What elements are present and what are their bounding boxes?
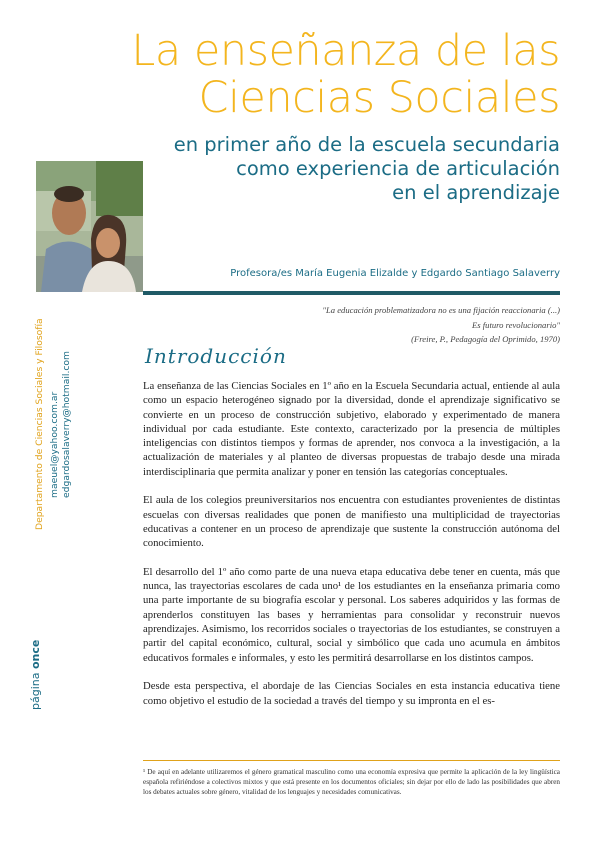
sidebar-department: Departamento de Ciencias Sociales y Filosofía (34, 318, 45, 530)
subtitle-line-1: en primer año de la escuela secundaria (173, 133, 560, 156)
page-number-word: once (29, 639, 42, 670)
sidebar-email-1[interactable]: maeuel@yahoo.com.ar (49, 391, 60, 498)
quote-citation: (Freire, P., Pedagogía del Oprimido, 1970) (411, 334, 560, 344)
quote-line-1: "La educación problematizadora no es una fijación reaccionaria (...) (322, 305, 560, 315)
epigraph-quote (200, 303, 560, 347)
section-heading: Introducción (145, 344, 287, 368)
paragraph-4: Desde esta perspectiva, el abordaje de las Ciencias Sociales en esta instancia educativa tiene como objetivo el estudio de la sociedad a través del tiempo y su impronta en el es- (143, 680, 560, 707)
page-label: página (29, 672, 42, 710)
paragraph-1: La enseñanza de las Ciencias Sociales en 1º año en la Escuela Secundaria actual, entiende al aula como un espacio heterogéneo signado por la diversidad, donde el aprendizaje significativo se convierte en un proceso de construcción subjetivo, elaborado y experimentado de manera individual por cada estudiante. Este contexto, caracterizado por la presencia de múltiples inteligencias con distintos tiempos y formas de aprender, nos convoca a la investigación, a la actualización de materiales y al planteo de diversas propuestas de trabajo desde una mirada interdisciplinaria que permita analizar y poner en tensión las categorías conceptuales. (143, 380, 560, 478)
header-divider (143, 291, 560, 295)
article-subtitle (150, 133, 560, 205)
paragraph-2: El aula de los colegios preuniversitarios nos encuentra con estudiantes provenientes de distintas escuelas con diversas realidades que ponen de manifiesto una multiplicidad de trayectorias educativas a contener en un proceso de aprendizaje que sustente la construcción autónoma del conocimiento. (143, 494, 560, 550)
page-number (29, 640, 42, 710)
footnote: ¹ De aquí en adelante utilizaremos el género gramatical masculino como una economía expresiva que permite la aplicación de la ley lingüística española refiriéndose a colectivos mixtos y que está presente en los documentos oficiales; sin dejar por ello de lado las posibilidades que abren los debates actuales sobre género, vitalidad de los lenguajes y necesidades comunicativas. (143, 768, 560, 796)
authors-line: Profesora/es María Eugenia Elizalde y Edgardo Santiago Salaverry (230, 268, 560, 279)
sidebar-email-2[interactable]: edgardosalaverry@hotmail.com (61, 351, 72, 498)
subtitle-line-2: como experiencia de articulación (236, 157, 560, 180)
authors-photo (36, 161, 143, 292)
quote-line-2: Es futuro revolucionario" (472, 319, 560, 330)
title-line-1: La enseñanza de las (131, 26, 560, 76)
subtitle-line-3: en el aprendizaje (392, 181, 560, 204)
title-line-2: Ciencias Sociales (198, 73, 560, 123)
paragraph-3: El desarrollo del 1º año como parte de una nueva etapa educativa debe tener en cuenta, más que nunca, las trayectorias escolares de cada uno¹ de los estudiantes en la enseñanza primaria como una parte importante de su biografía escolar y personal. Los saberes adquiridos y las formas de aprenderlos constituyen las bases y herramientas para consolidar y reconstruir nuevos aprendizajes. Asimismo, los recorridos sociales o trayectorias de los estudiantes, se construyen a partir del capital económico, cultural, social y simbólico que cada uno acumula en ámbitos educativos formales e informales, y esto les permitirá desarrollarse en los distintos campos. (143, 565, 560, 664)
footnote-divider (143, 760, 560, 761)
body-text (143, 379, 560, 722)
article-title (80, 28, 560, 122)
